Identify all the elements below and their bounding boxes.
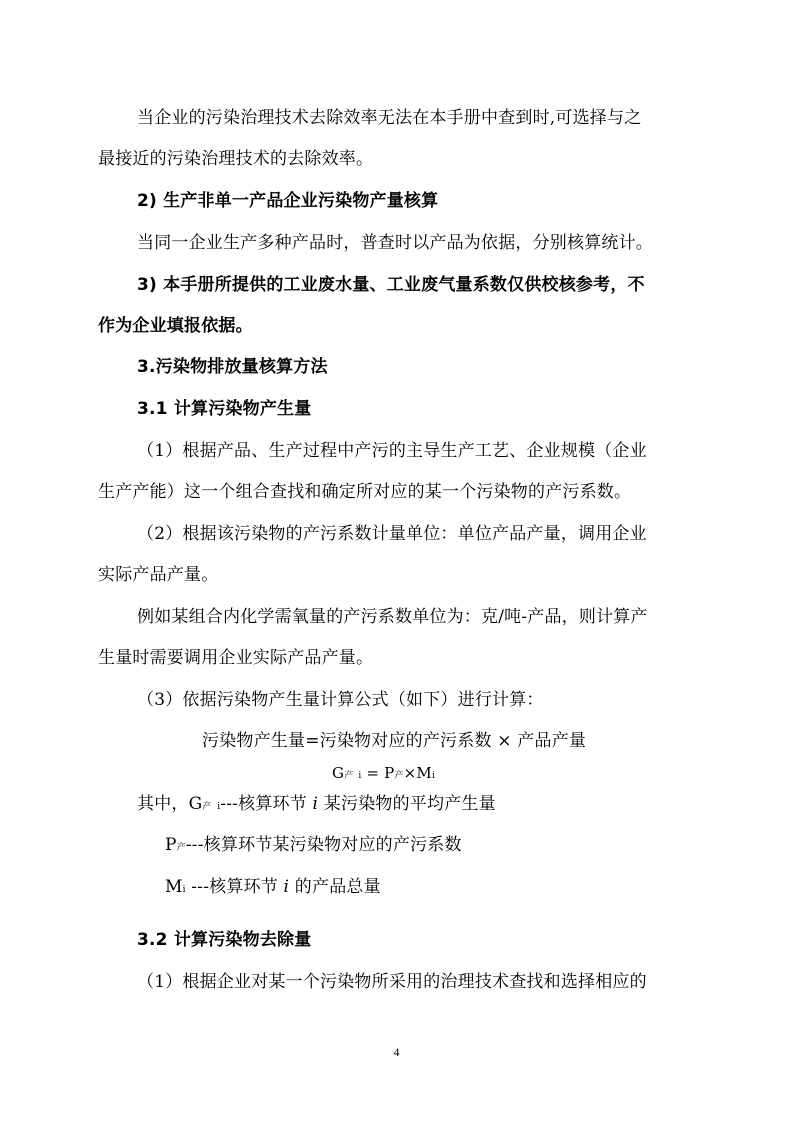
paragraph-line: 例如某组合内化学需氧量的产污系数单位为：克/吨-产品，则计算产 [137,607,648,627]
paragraph-line: 当企业的污染治理技术去除效率无法在本手册中查到时,可选择与之 [137,108,642,128]
paragraph-line: （1）根据企业对某一个污染物所采用的治理技术查找和选择相应的 [137,972,647,992]
paragraph-line: 最接近的污染治理技术的去除效率。 [98,149,374,169]
paragraph-line: （3）依据污染物产生量计算公式（如下）进行计算： [137,690,544,710]
paragraph-line: 生产产能）这一个组合查找和确定所对应的某一个污染物的产污系数。 [98,482,632,502]
section-heading: 3.污染物排放量核算方法 [137,357,328,377]
formula-text: 污染物产生量=污染物对应的产污系数 × 产品产量 [202,731,587,751]
subsection-heading: 3.1 计算污染物产生量 [137,399,312,419]
paragraph-line: 当同一企业生产多种产品时，普查时以产品为依据，分别核算统计。 [137,233,653,253]
formula-math: G产 i = P产×Mi [332,764,436,782]
list-item-heading: 作为企业填报依据。 [98,316,253,336]
page-number: 4 [393,1045,400,1059]
formula-definition-G: 其中，G产 i---核算环节 i 某污染物的平均产生量 [137,794,496,814]
list-item-heading: 2) 生产非单一产品企业污染物产量核算 [137,191,439,211]
list-item-heading: 3) 本手册所提供的工业废水量、工业废气量系数仅供校核参考，不 [137,275,645,295]
paragraph-line: （1）根据产品、生产过程中产污的主导生产工艺、企业规模（企业 [137,441,647,461]
formula-definition-M: Mi ---核算环节 i 的产品总量 [165,877,381,897]
paragraph-line: 实际产品产量。 [98,565,219,585]
formula-definition-P: P产---核算环节某污染物对应的产污系数 [165,835,462,855]
paragraph-line: （2）根据该污染物的产污系数计量单位：单位产品产量，调用企业 [137,524,647,544]
paragraph-line: 生量时需要调用企业实际产品产量。 [98,648,374,668]
subsection-heading: 3.2 计算污染物去除量 [137,930,312,950]
